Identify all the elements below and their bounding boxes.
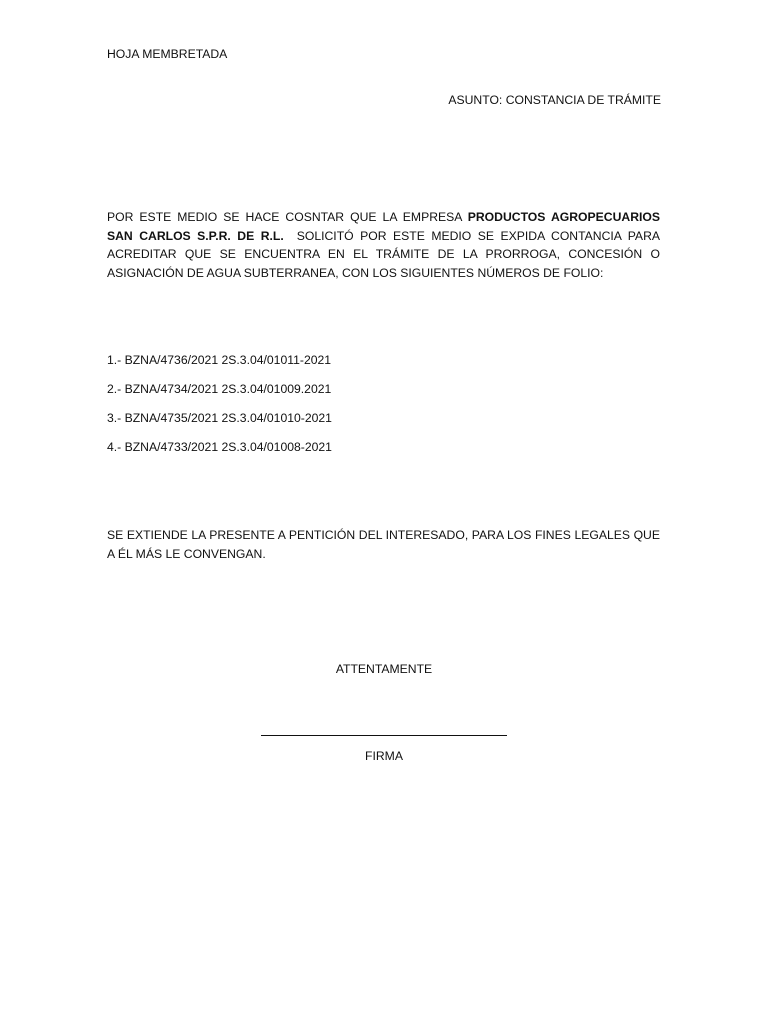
folio-item: 1.- BZNA/4736/2021 2S.3.04/01011-2021 — [107, 353, 332, 367]
signature-line — [261, 725, 507, 736]
closing-salutation: ATTENTAMENTE — [335, 662, 433, 676]
folio-item: 4.- BZNA/4733/2021 2S.3.04/01008-2021 — [107, 440, 332, 454]
paragraph-intro: POR ESTE MEDIO SE HACE COSNTAR QUE LA EMPRESA — [107, 210, 468, 224]
body-paragraph-2: SE EXTIENDE LA PRESENTE A PENTICIÓN DEL INTERESADO, PARA LOS FINES LEGALES QUE A ÉL MÁS LE CONVENGAN. — [107, 528, 660, 561]
paragraph-rest: SOLICITÓ POR ESTE MEDIO SE EXPIDA CONTANCIA PARA ACREDITAR QUE SE ENCUENTRA EN EL TRÁMITE DE LA PRORROGA, CONCESIÓN O ASIGNACIÓN DE AGUA SUBTERRANEA, CON LOS SIGUIENTES NÚMEROS DE FOLIO: — [107, 228, 663, 281]
folio-item: 3.- BZNA/4735/2021 2S.3.04/01010-2021 — [107, 411, 332, 425]
signature-label: FIRMA — [365, 749, 403, 763]
folio-list — [107, 353, 332, 469]
folio-item: 2.- BZNA/4734/2021 2S.3.04/01009.2021 — [107, 382, 332, 396]
body-paragraph-1 — [107, 208, 663, 283]
letterhead: HOJA MEMBRETADA — [107, 47, 228, 61]
subject-line: ASUNTO: CONSTANCIA DE TRÁMITE — [448, 93, 661, 107]
company-name: PRODUCTOS AGROPECUARIOS SAN CARLOS S.P.R. DE R.L. — [107, 210, 660, 243]
